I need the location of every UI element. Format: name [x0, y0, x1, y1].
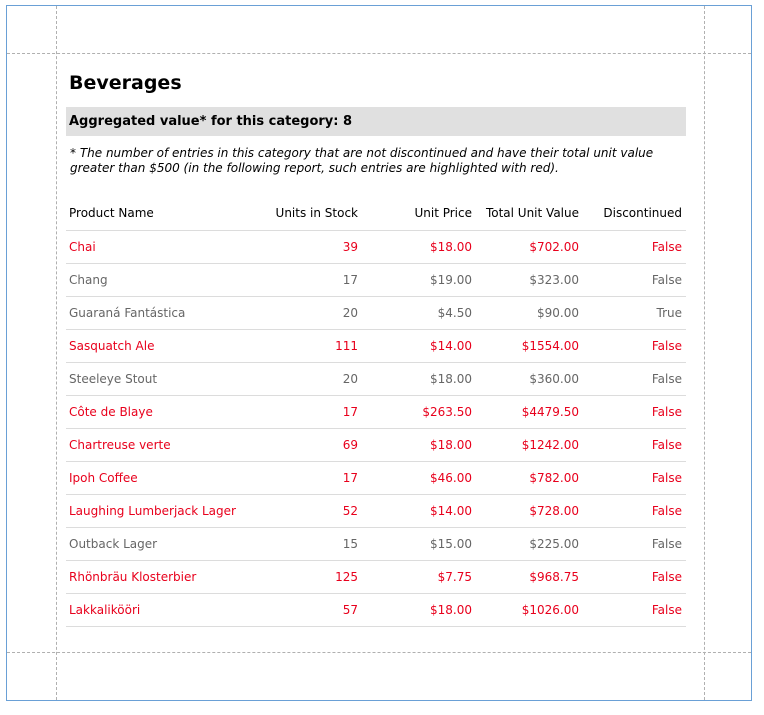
table-body [66, 231, 686, 627]
table-header-row [66, 199, 686, 231]
table-row [66, 363, 686, 396]
discontinued-cell: False [651, 537, 682, 551]
header-total-unit-value: Total Unit Value [485, 206, 579, 220]
table-row [66, 561, 686, 594]
unit-price-cell: $15.00 [430, 537, 472, 551]
total-unit-value-cell: $728.00 [529, 504, 579, 518]
unit-price-cell: $18.00 [430, 372, 472, 386]
units-in-stock-cell: 20 [342, 372, 358, 386]
discontinued-cell: False [651, 372, 682, 386]
discontinued-cell: False [651, 405, 682, 419]
product-name-cell: Rhönbräu Klosterbier [69, 570, 197, 584]
discontinued-cell: True [656, 306, 682, 320]
total-unit-value-cell: $225.00 [529, 537, 579, 551]
products-table [66, 199, 686, 627]
units-in-stock-cell: 20 [342, 306, 358, 320]
unit-price-cell: $18.00 [430, 438, 472, 452]
discontinued-cell: False [651, 504, 682, 518]
total-unit-value-cell: $1242.00 [521, 438, 579, 452]
unit-price-cell: $18.00 [430, 240, 472, 254]
table-row [66, 297, 686, 330]
table-row [66, 429, 686, 462]
header-discontinued: Discontinued [603, 206, 682, 220]
product-name-cell: Guaraná Fantástica [69, 306, 186, 320]
unit-price-cell: $18.00 [430, 603, 472, 617]
units-in-stock-cell: 17 [342, 471, 358, 485]
product-name-cell: Steeleye Stout [69, 372, 158, 386]
table-row [66, 495, 686, 528]
product-name-cell: Laughing Lumberjack Lager [69, 504, 236, 518]
right-margin-line [704, 6, 705, 700]
units-in-stock-cell: 111 [335, 339, 358, 353]
units-in-stock-cell: 15 [342, 537, 358, 551]
report-content [66, 60, 686, 627]
product-name-cell: Lakkalikööri [69, 603, 141, 617]
unit-price-cell: $14.00 [430, 504, 472, 518]
unit-price-cell: $19.00 [430, 273, 472, 287]
product-name-cell: Chang [69, 273, 108, 287]
table-row [66, 330, 686, 363]
table-row [66, 528, 686, 561]
units-in-stock-cell: 69 [342, 438, 358, 452]
unit-price-cell: $14.00 [430, 339, 472, 353]
discontinued-cell: False [651, 471, 682, 485]
discontinued-cell: False [651, 603, 682, 617]
total-unit-value-cell: $968.75 [529, 570, 579, 584]
table-row [66, 264, 686, 297]
footnote: * The number of entries in this category that are not discontinued and have their total unit value greater than $500 (in the following report, such entries are highlighted with red). [70, 146, 654, 175]
total-unit-value-cell: $1554.00 [521, 339, 579, 353]
top-margin-line [7, 53, 751, 54]
bottom-margin-line [7, 652, 751, 653]
total-unit-value-cell: $360.00 [529, 372, 579, 386]
discontinued-cell: False [651, 570, 682, 584]
total-unit-value-cell: $323.00 [529, 273, 579, 287]
table-row [66, 594, 686, 627]
units-in-stock-cell: 17 [342, 273, 358, 287]
category-title: Beverages [69, 72, 182, 94]
total-unit-value-cell: $90.00 [537, 306, 579, 320]
total-unit-value-cell: $702.00 [529, 240, 579, 254]
unit-price-cell: $46.00 [430, 471, 472, 485]
unit-price-cell: $4.50 [437, 306, 472, 320]
units-in-stock-cell: 57 [342, 603, 358, 617]
header-unit-price: Unit Price [414, 206, 472, 220]
table-row [66, 462, 686, 495]
units-in-stock-cell: 52 [342, 504, 358, 518]
product-name-cell: Sasquatch Ale [69, 339, 155, 353]
header-units-in-stock: Units in Stock [275, 206, 358, 220]
total-unit-value-cell: $1026.00 [521, 603, 579, 617]
table-row [66, 396, 686, 429]
product-name-cell: Chartreuse verte [69, 438, 171, 452]
discontinued-cell: False [651, 438, 682, 452]
left-margin-line [56, 6, 57, 700]
total-unit-value-cell: $4479.50 [521, 405, 579, 419]
unit-price-cell: $263.50 [422, 405, 472, 419]
product-name-cell: Chai [69, 240, 96, 254]
table-row [66, 231, 686, 264]
units-in-stock-cell: 17 [342, 405, 358, 419]
discontinued-cell: False [651, 273, 682, 287]
aggregated-value-band: Aggregated value* for this category: 8 [66, 107, 686, 136]
units-in-stock-cell: 39 [342, 240, 358, 254]
discontinued-cell: False [651, 240, 682, 254]
product-name-cell: Outback Lager [69, 537, 158, 551]
discontinued-cell: False [651, 339, 682, 353]
product-name-cell: Ipoh Coffee [69, 471, 138, 485]
unit-price-cell: $7.75 [437, 570, 472, 584]
units-in-stock-cell: 125 [335, 570, 358, 584]
product-name-cell: Côte de Blaye [69, 405, 153, 419]
header-product-name: Product Name [69, 206, 154, 220]
total-unit-value-cell: $782.00 [529, 471, 579, 485]
